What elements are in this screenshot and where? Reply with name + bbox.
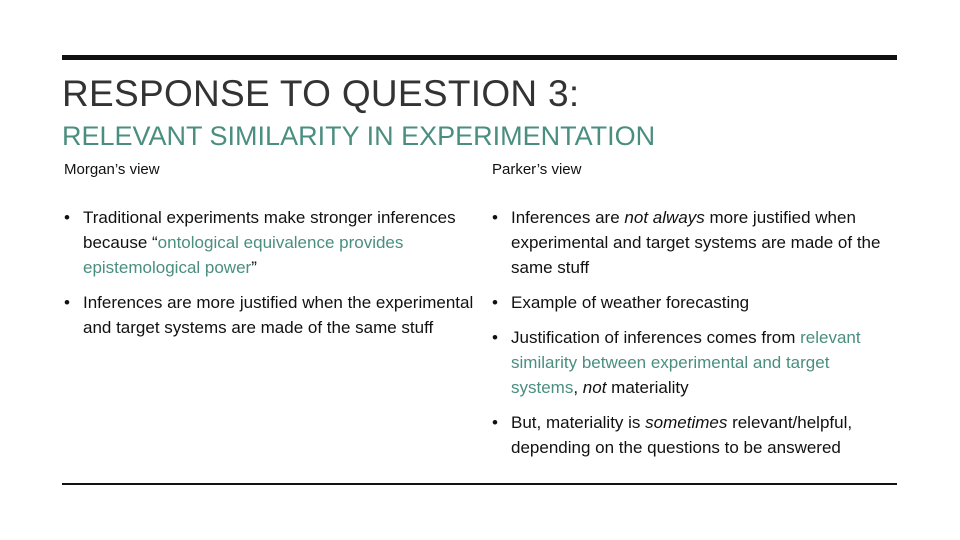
bullet-text: Justification of inferences comes from xyxy=(511,328,801,347)
left-column-heading: Morgan’s view xyxy=(64,161,160,178)
bullet-text: relevant/helpful, depending on the questions to be answered xyxy=(511,413,853,457)
bullet-text: Inferences are xyxy=(511,208,625,227)
list-item xyxy=(492,205,892,280)
list-item xyxy=(64,205,474,280)
list-item xyxy=(64,290,474,340)
bullet-icon: • xyxy=(492,293,498,312)
italic-text: not always xyxy=(624,208,705,227)
bullet-icon: • xyxy=(64,208,70,227)
bullet-text: materiality xyxy=(606,378,689,397)
list-item xyxy=(492,325,892,400)
bullet-text: ” xyxy=(251,258,257,277)
bullet-icon: • xyxy=(492,208,498,227)
list-item xyxy=(492,290,892,315)
bullet-text: more justified when experimental and target systems are made of the same stuff xyxy=(511,208,881,277)
italic-text: not xyxy=(582,378,607,397)
bullet-icon: • xyxy=(64,293,70,312)
left-bullet-list xyxy=(64,205,474,340)
bullet-text: , xyxy=(573,378,583,397)
bullet-text: Example of weather forecasting xyxy=(511,293,750,312)
right-column-heading: Parker’s view xyxy=(492,161,582,178)
highlighted-text: relevant similarity between experimental and target systems xyxy=(511,328,861,397)
bullet-text: Traditional experiments make stronger inferences because “ xyxy=(83,208,456,252)
bullet-icon: • xyxy=(492,328,498,347)
bottom-rule xyxy=(62,483,897,485)
slide-subtitle: RELEVANT SIMILARITY IN EXPERIMENTATION xyxy=(62,121,656,151)
italic-text: sometimes xyxy=(645,413,728,432)
highlighted-text: ontological equivalence provides epistemological power xyxy=(83,233,404,277)
list-item xyxy=(492,410,892,460)
slide-title: RESPONSE TO QUESTION 3: xyxy=(62,73,580,114)
top-rule xyxy=(62,55,897,60)
bullet-text: Inferences are more justified when the experimental and target systems are made of the same stuff xyxy=(83,293,474,337)
right-bullet-list xyxy=(492,205,892,460)
right-column xyxy=(492,160,892,470)
bullet-text: But, materiality is xyxy=(511,413,646,432)
left-column xyxy=(64,160,474,350)
bullet-icon: • xyxy=(492,413,498,432)
